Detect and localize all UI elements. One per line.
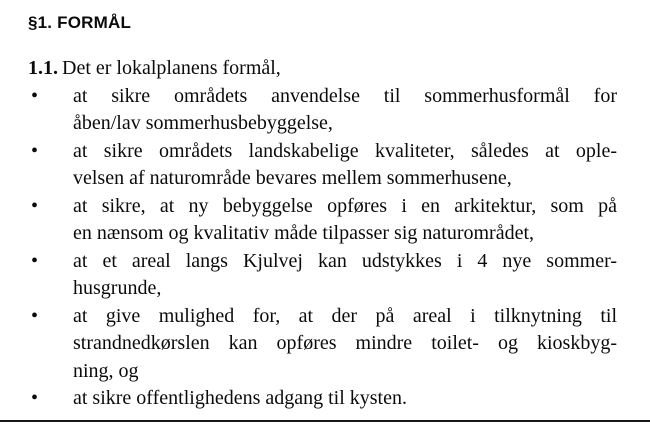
section-heading: §1. FORMÅL <box>28 13 132 32</box>
intro-text: Det er lokalplanens formål, <box>62 57 281 79</box>
bullet-icon: • <box>31 304 39 327</box>
bullet-line: velsen af naturområde bevares mellem sommerhusene, <box>73 167 512 189</box>
list-item <box>31 385 617 413</box>
bullet-line: at sikre områdets landskabelige kvaliteter, således at ople- <box>73 139 617 162</box>
bullet-line: ning, og <box>73 359 139 382</box>
list-item <box>31 138 617 193</box>
list-item <box>31 83 617 138</box>
bullet-icon: • <box>31 249 39 272</box>
bullet-line: at sikre områdets anvendelse til sommerhusformål for <box>73 84 617 107</box>
bullet-icon: • <box>31 387 39 409</box>
bullet-line: en nænsom og kvalitativ måde tilpasser sig naturområdet, <box>73 222 535 244</box>
bullet-icon: • <box>31 84 39 107</box>
bullet-icon: • <box>31 194 39 217</box>
list-item <box>31 303 617 386</box>
list-item <box>31 248 617 303</box>
intro-paragraph <box>28 55 617 83</box>
bullet-line: at sikre, at ny bebyggelse opføres i en arkitektur, som på <box>73 194 617 217</box>
bullet-line: at give mulighed for, at der på areal i tilknytning til <box>73 304 617 327</box>
list-item <box>31 193 617 248</box>
bullet-list <box>0 83 650 413</box>
bullet-line: strandnedkørslen kan opføres mindre toilet- og kioskbyg- <box>73 332 617 354</box>
bullet-line: åben/lav sommerhusbebyggelse, <box>73 112 333 134</box>
bullet-line: husgrunde, <box>73 277 162 299</box>
bottom-divider <box>0 420 650 422</box>
paragraph-number: 1.1. <box>28 57 58 79</box>
bullet-line: at sikre offentlighedens adgang til kysten. <box>73 387 407 409</box>
bullet-icon: • <box>31 139 39 162</box>
bullet-line: at et areal langs Kjulvej kan udstykkes i 4 nye sommer- <box>73 249 617 272</box>
